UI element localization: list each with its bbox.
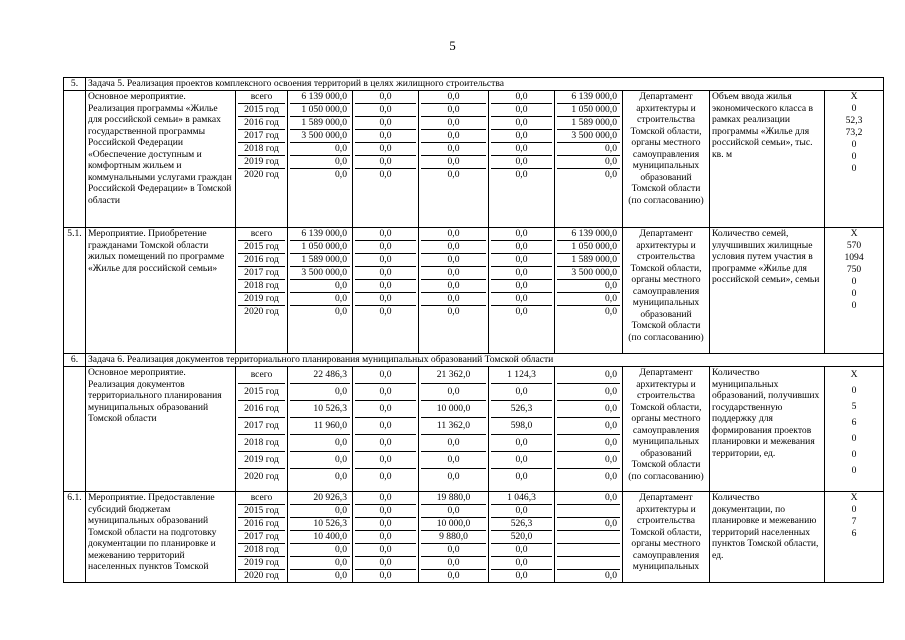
indicator-value: 750 bbox=[846, 264, 862, 275]
local-cell: 598,0 bbox=[491, 417, 552, 434]
local-cell: 0,0 bbox=[491, 155, 552, 168]
extrabudget-cell: 1 589 000,0 bbox=[557, 253, 620, 266]
total-cell: 3 500 000,0 bbox=[290, 266, 350, 279]
total-cell: 0,0 bbox=[290, 168, 350, 181]
federal-column bbox=[353, 91, 419, 228]
local-cell: 526,3 bbox=[491, 517, 552, 530]
regional-cell: 0,0 bbox=[421, 129, 486, 142]
measure-name: Мероприятие. Приобретение гражданами Томской области жилых помещений по программе «Жилье для российской семьи» bbox=[86, 228, 236, 354]
local-cell: 0,0 bbox=[491, 142, 552, 155]
year-cell: всего bbox=[250, 369, 273, 380]
total-cell: 0,0 bbox=[290, 468, 350, 485]
year-cell: 2017 год bbox=[238, 129, 285, 142]
federal-cell: 0,0 bbox=[379, 492, 392, 503]
regional-cell: 0,0 bbox=[421, 142, 486, 155]
local-cell: 0,0 bbox=[491, 266, 552, 279]
extrabudget-cell bbox=[557, 504, 620, 517]
indicator: Количество семей, улучшивших жилищные условия путем участия в программе «Жилье для российской семьи», семьи bbox=[710, 228, 825, 354]
regional-cell: 0,0 bbox=[421, 468, 486, 485]
local-cell: 0,0 bbox=[491, 504, 552, 517]
federal-cell: 0,0 bbox=[355, 168, 416, 181]
total-cell: 0,0 bbox=[290, 305, 350, 318]
local-cell: 1 124,3 bbox=[507, 369, 536, 380]
federal-cell: 0,0 bbox=[355, 292, 416, 305]
indicator-values bbox=[825, 91, 884, 228]
year-cell: 2018 год bbox=[238, 142, 285, 155]
indicator-value: 0 bbox=[851, 163, 857, 174]
row-number bbox=[64, 91, 86, 228]
local-cell: 0,0 bbox=[491, 383, 552, 400]
extrabudget-cell: 0,0 bbox=[557, 434, 620, 451]
indicator-value: 0 bbox=[851, 288, 857, 299]
federal-cell: 0,0 bbox=[355, 451, 416, 468]
local-cell: 0,0 bbox=[491, 468, 552, 485]
federal-column bbox=[353, 228, 419, 354]
local-cell: 0,0 bbox=[515, 91, 528, 102]
extrabudget-cell bbox=[557, 543, 620, 556]
year-cell: 2019 год bbox=[238, 292, 285, 305]
local-cell: 526,3 bbox=[491, 400, 552, 417]
measure-name: Основное мероприятие. Реализация документов территориального планирования муниципальных образований Томской области bbox=[86, 367, 236, 492]
total-cell: 1 589 000,0 bbox=[290, 253, 350, 266]
row-number bbox=[64, 367, 86, 492]
regional-cell: 0,0 bbox=[421, 168, 486, 181]
year-cell: 2019 год bbox=[238, 155, 285, 168]
indicator-value: X bbox=[850, 369, 858, 380]
total-cell: 3 500 000,0 bbox=[290, 129, 350, 142]
measure-name: Мероприятие. Предоставление субсидий бюджетам муниципальных образований Томской области на подготовку документации по планировке и межеванию территорий населенных пунктов Томской bbox=[86, 492, 236, 583]
indicator-value: 0 bbox=[851, 300, 857, 311]
total-cell: 0,0 bbox=[290, 451, 350, 468]
measure-row bbox=[64, 91, 884, 228]
regional-cell: 0,0 bbox=[421, 543, 486, 556]
year-cell: 2020 год bbox=[238, 569, 285, 582]
extrabudget-cell: 6 139 000,0 bbox=[571, 228, 617, 239]
indicator-value: 0 bbox=[851, 276, 857, 287]
local-cell: 520,0 bbox=[491, 530, 552, 543]
row-number: 6.1. bbox=[64, 492, 86, 583]
year-cell: 2016 год bbox=[238, 400, 285, 417]
year-cell: 2015 год bbox=[238, 383, 285, 400]
row-number: 5.1. bbox=[64, 228, 86, 354]
regional-cell: 0,0 bbox=[421, 266, 486, 279]
indicator-value: X bbox=[850, 492, 858, 503]
local-column bbox=[489, 91, 555, 228]
federal-cell: 0,0 bbox=[355, 155, 416, 168]
federal-column bbox=[353, 367, 419, 492]
extrabudget-cell bbox=[557, 530, 620, 543]
years-column bbox=[236, 492, 288, 583]
extrabudget-cell: 0,0 bbox=[557, 400, 620, 417]
indicator-value bbox=[827, 540, 881, 552]
task-title: Задача 6. Реализация документов территориального планирования муниципальных образований Томской области bbox=[86, 354, 884, 367]
federal-cell: 0,0 bbox=[355, 116, 416, 129]
federal-cell: 0,0 bbox=[379, 369, 392, 380]
local-column bbox=[489, 367, 555, 492]
extrabudget-cell: 0,0 bbox=[557, 279, 620, 292]
extrabudget-cell: 1 050 000,0 bbox=[557, 240, 620, 253]
regional-column bbox=[419, 228, 489, 354]
federal-column bbox=[353, 492, 419, 583]
local-cell: 0,0 bbox=[491, 103, 552, 116]
local-cell: 1 046,3 bbox=[507, 492, 536, 503]
total-cell: 0,0 bbox=[290, 155, 350, 168]
extrabudget-cell: 0,0 bbox=[605, 492, 617, 503]
total-cell: 0,0 bbox=[290, 142, 350, 155]
regional-cell: 0,0 bbox=[421, 279, 486, 292]
extrabudget-cell: 1 589 000,0 bbox=[557, 116, 620, 129]
measure-row bbox=[64, 367, 884, 492]
extra-column bbox=[555, 91, 623, 228]
local-cell: 0,0 bbox=[491, 292, 552, 305]
indicator-values bbox=[825, 367, 884, 492]
year-cell: 2018 год bbox=[238, 279, 285, 292]
extra-column bbox=[555, 228, 623, 354]
page-number: 5 bbox=[449, 38, 456, 53]
extrabudget-cell: 1 050 000,0 bbox=[557, 103, 620, 116]
task-row bbox=[64, 354, 884, 367]
local-column bbox=[489, 228, 555, 354]
regional-cell: 0,0 bbox=[421, 451, 486, 468]
indicator-value: 52,3 bbox=[845, 115, 863, 126]
federal-cell: 0,0 bbox=[355, 400, 416, 417]
local-cell: 0,0 bbox=[491, 253, 552, 266]
indicator-value: 0 bbox=[851, 433, 857, 444]
federal-cell: 0,0 bbox=[355, 305, 416, 318]
local-cell: 0,0 bbox=[515, 228, 528, 239]
indicator-value: 570 bbox=[846, 240, 862, 251]
total-cell: 0,0 bbox=[290, 569, 350, 582]
total-cell: 10 526,3 bbox=[290, 400, 350, 417]
regional-cell: 0,0 bbox=[421, 253, 486, 266]
local-cell: 0,0 bbox=[491, 129, 552, 142]
extrabudget-cell: 0,0 bbox=[557, 292, 620, 305]
indicator-value: 0 bbox=[851, 151, 857, 162]
federal-cell: 0,0 bbox=[355, 556, 416, 569]
year-cell: 2015 год bbox=[238, 240, 285, 253]
total-cell: 0,0 bbox=[290, 543, 350, 556]
task-title: Задача 5. Реализация проектов комплексного освоения территорий в целях жилищного строительства bbox=[86, 78, 884, 91]
regional-cell: 0,0 bbox=[421, 155, 486, 168]
year-cell: 2018 год bbox=[238, 434, 285, 451]
regional-cell: 0,0 bbox=[421, 240, 486, 253]
executor: Департамент архитектуры и строительства Томской области, органы местного самоуправления муниципальных образований Томской области (по согласованию) bbox=[623, 91, 710, 228]
regional-cell: 11 362,0 bbox=[421, 417, 486, 434]
total-cell: 1 050 000,0 bbox=[290, 240, 350, 253]
regional-column bbox=[419, 91, 489, 228]
year-cell: 2016 год bbox=[238, 253, 285, 266]
indicator-value: 0 bbox=[851, 139, 857, 150]
federal-cell: 0,0 bbox=[355, 142, 416, 155]
year-cell: 2019 год bbox=[238, 451, 285, 468]
local-cell: 0,0 bbox=[491, 240, 552, 253]
total-cell: 1 589 000,0 bbox=[290, 116, 350, 129]
extrabudget-cell: 0,0 bbox=[557, 517, 620, 530]
year-cell: всего bbox=[250, 228, 273, 239]
indicator-value: 6 bbox=[851, 528, 857, 539]
regional-cell: 0,0 bbox=[421, 103, 486, 116]
indicator-value: X bbox=[850, 228, 858, 239]
year-cell: 2019 год bbox=[238, 556, 285, 569]
extrabudget-cell: 0,0 bbox=[605, 369, 617, 380]
total-column bbox=[288, 492, 353, 583]
regional-cell: 0,0 bbox=[421, 305, 486, 318]
total-cell: 10 400,0 bbox=[290, 530, 350, 543]
extrabudget-cell: 6 139 000,0 bbox=[571, 91, 617, 102]
total-cell: 22 486,3 bbox=[313, 369, 347, 380]
years-column bbox=[236, 367, 288, 492]
indicator: Количество документации, по планировке и межеванию территорий населенных пунктов Томской области, ед. bbox=[710, 492, 825, 583]
federal-cell: 0,0 bbox=[355, 569, 416, 582]
total-cell: 6 139 000,0 bbox=[301, 91, 347, 102]
year-cell: 2020 год bbox=[238, 168, 285, 181]
regional-cell: 0,0 bbox=[421, 116, 486, 129]
year-cell: 2015 год bbox=[238, 504, 285, 517]
regional-cell: 0,0 bbox=[421, 383, 486, 400]
federal-cell: 0,0 bbox=[355, 383, 416, 400]
regional-cell: 19 880,0 bbox=[436, 492, 471, 503]
regional-cell: 0,0 bbox=[421, 434, 486, 451]
regional-cell: 0,0 bbox=[447, 91, 460, 102]
indicator-value: X bbox=[850, 91, 858, 102]
measure-row bbox=[64, 228, 884, 354]
indicator-values bbox=[825, 228, 884, 354]
indicator-value: 5 bbox=[851, 401, 857, 412]
indicator-value: 0 bbox=[851, 385, 857, 396]
federal-cell: 0,0 bbox=[355, 543, 416, 556]
indicator-value bbox=[827, 564, 881, 576]
total-cell: 0,0 bbox=[290, 556, 350, 569]
indicator: Количество муниципальных образований, получивших государственную поддержку для формирования проектов планировки и межевания территории, ед. bbox=[710, 367, 825, 492]
executor: Департамент архитектуры и строительства Томской области, органы местного самоуправления муниципальных образований Томской области (по согласованию) bbox=[623, 228, 710, 354]
total-column bbox=[288, 91, 353, 228]
local-cell: 0,0 bbox=[491, 451, 552, 468]
extrabudget-cell bbox=[557, 556, 620, 569]
indicator: Объем ввода жилья экономического класса в рамках реализации программы «Жилье для российской семьи», тыс. кв. м bbox=[710, 91, 825, 228]
federal-cell: 0,0 bbox=[355, 530, 416, 543]
indicator-value bbox=[827, 552, 881, 564]
total-column bbox=[288, 228, 353, 354]
federal-cell: 0,0 bbox=[355, 434, 416, 451]
extrabudget-cell: 0,0 bbox=[557, 417, 620, 434]
row-number: 6. bbox=[64, 354, 86, 367]
extrabudget-cell: 0,0 bbox=[557, 383, 620, 400]
executor: Департамент архитектуры и строительства Томской области, органы местного самоуправления муниципальных bbox=[623, 492, 710, 583]
extrabudget-cell: 0,0 bbox=[557, 451, 620, 468]
indicator-value: 6 bbox=[851, 417, 857, 428]
regional-column bbox=[419, 492, 489, 583]
task-row bbox=[64, 78, 884, 91]
regional-cell: 0,0 bbox=[421, 292, 486, 305]
year-cell: 2020 год bbox=[238, 468, 285, 485]
local-cell: 0,0 bbox=[491, 168, 552, 181]
program-table bbox=[63, 77, 884, 583]
extrabudget-cell: 0,0 bbox=[557, 468, 620, 485]
federal-cell: 0,0 bbox=[355, 103, 416, 116]
local-cell: 0,0 bbox=[491, 543, 552, 556]
row-number: 5. bbox=[64, 78, 86, 91]
local-cell: 0,0 bbox=[491, 116, 552, 129]
total-cell: 0,0 bbox=[290, 279, 350, 292]
local-column bbox=[489, 492, 555, 583]
indicator-value: 0 bbox=[851, 465, 857, 476]
regional-cell: 21 362,0 bbox=[436, 369, 471, 380]
federal-cell: 0,0 bbox=[355, 240, 416, 253]
executor: Департамент архитектуры и строительства Томской области, органы местного самоуправления муниципальных образований Томской области (по согласованию) bbox=[623, 367, 710, 492]
total-cell: 20 926,3 bbox=[313, 492, 347, 503]
regional-cell: 0,0 bbox=[447, 228, 460, 239]
indicator-value: 0 bbox=[851, 103, 857, 114]
total-cell: 0,0 bbox=[290, 504, 350, 517]
regional-cell: 0,0 bbox=[421, 569, 486, 582]
total-column bbox=[288, 367, 353, 492]
total-cell: 11 960,0 bbox=[290, 417, 350, 434]
extrabudget-cell: 3 500 000,0 bbox=[557, 129, 620, 142]
local-cell: 0,0 bbox=[491, 569, 552, 582]
years-column bbox=[236, 91, 288, 228]
indicator-value: 0 bbox=[851, 449, 857, 460]
regional-column bbox=[419, 367, 489, 492]
extra-column bbox=[555, 492, 623, 583]
extrabudget-cell: 3 500 000,0 bbox=[557, 266, 620, 279]
year-cell: всего bbox=[250, 492, 273, 503]
year-cell: 2017 год bbox=[238, 266, 285, 279]
federal-cell: 0,0 bbox=[379, 228, 392, 239]
indicator-value: 7 bbox=[851, 516, 857, 527]
local-cell: 0,0 bbox=[491, 279, 552, 292]
federal-cell: 0,0 bbox=[355, 129, 416, 142]
year-cell: 2018 год bbox=[238, 543, 285, 556]
federal-cell: 0,0 bbox=[355, 517, 416, 530]
year-cell: 2017 год bbox=[238, 530, 285, 543]
total-cell: 1 050 000,0 bbox=[290, 103, 350, 116]
local-cell: 0,0 bbox=[491, 305, 552, 318]
measure-row bbox=[64, 492, 884, 583]
years-column bbox=[236, 228, 288, 354]
total-cell: 0,0 bbox=[290, 292, 350, 305]
indicator-value: 73,2 bbox=[845, 127, 863, 138]
federal-cell: 0,0 bbox=[355, 266, 416, 279]
regional-cell: 10 000,0 bbox=[421, 517, 486, 530]
total-cell: 10 526,3 bbox=[290, 517, 350, 530]
regional-cell: 9 880,0 bbox=[421, 530, 486, 543]
regional-cell: 0,0 bbox=[421, 556, 486, 569]
year-cell: 2015 год bbox=[238, 103, 285, 116]
federal-cell: 0,0 bbox=[355, 253, 416, 266]
extrabudget-cell: 0,0 bbox=[557, 569, 620, 582]
extrabudget-cell: 0,0 bbox=[557, 305, 620, 318]
regional-cell: 0,0 bbox=[421, 504, 486, 517]
total-cell: 0,0 bbox=[290, 434, 350, 451]
year-cell: 2020 год bbox=[238, 305, 285, 318]
regional-cell: 10 000,0 bbox=[421, 400, 486, 417]
year-cell: 2016 год bbox=[238, 116, 285, 129]
extrabudget-cell: 0,0 bbox=[557, 155, 620, 168]
year-cell: 2017 год bbox=[238, 417, 285, 434]
federal-cell: 0,0 bbox=[379, 91, 392, 102]
indicator-values bbox=[825, 492, 884, 583]
indicator-value: 0 bbox=[851, 504, 857, 515]
extrabudget-cell: 0,0 bbox=[557, 142, 620, 155]
federal-cell: 0,0 bbox=[355, 504, 416, 517]
year-cell: всего bbox=[250, 91, 273, 102]
total-cell: 6 139 000,0 bbox=[301, 228, 347, 239]
federal-cell: 0,0 bbox=[355, 279, 416, 292]
local-cell: 0,0 bbox=[491, 434, 552, 451]
federal-cell: 0,0 bbox=[355, 468, 416, 485]
year-cell: 2016 год bbox=[238, 517, 285, 530]
extra-column bbox=[555, 367, 623, 492]
federal-cell: 0,0 bbox=[355, 417, 416, 434]
extrabudget-cell: 0,0 bbox=[557, 168, 620, 181]
total-cell: 0,0 bbox=[290, 383, 350, 400]
measure-name: Основное мероприятие. Реализация программы «Жилье для российской семьи» в рамках государственной программы Российской Федерации «Обеспечение доступным и комфортным жильем и коммунальными услугами граждан Российской Федерации» в Томской области bbox=[86, 91, 236, 228]
indicator-value: 1094 bbox=[844, 252, 864, 263]
local-cell: 0,0 bbox=[491, 556, 552, 569]
